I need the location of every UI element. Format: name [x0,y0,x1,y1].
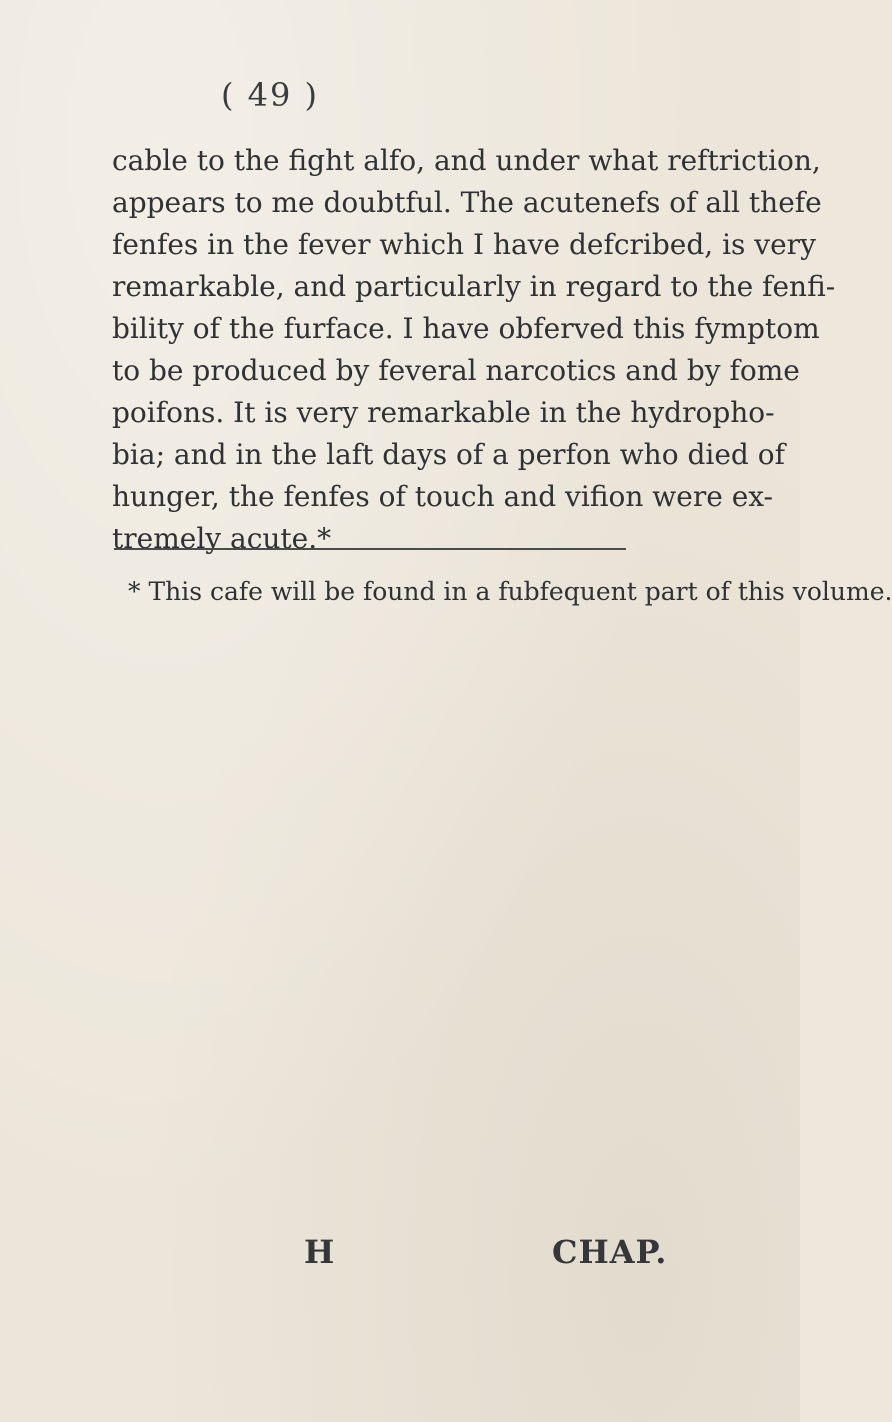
footnote-divider [114,548,626,550]
text-line: bility of the furface. I have obferved this fymptom [112,312,820,345]
body-paragraph [112,140,836,560]
text-line: tremely acute.* [112,522,332,555]
text-line: poifons. It is very remarkable in the hydropho- [112,396,775,429]
text-line: remarkable, and particularly in regard to the fenfi- [112,270,836,303]
text-line: hunger, the fenfes of touch and vifion were ex- [112,480,774,513]
catchword: CHAP. [552,1233,668,1271]
text-line: to be produced by feveral narcotics and by fome [112,354,800,387]
signature-mark: H [304,1233,335,1271]
text-line: fenfes in the fever which I have defcribed, is very [112,228,816,261]
text-line: cable to the fight alfo, and under what reftriction, [112,144,821,177]
footnote: * This cafe will be found in a fubfequent part of this volume. [128,577,892,606]
page-number: ( 49 ) [220,76,320,114]
text-line: appears to me doubtful. The acutenefs of all thefe [112,186,822,219]
text-line: bia; and in the laft days of a perfon who died of [112,438,785,471]
